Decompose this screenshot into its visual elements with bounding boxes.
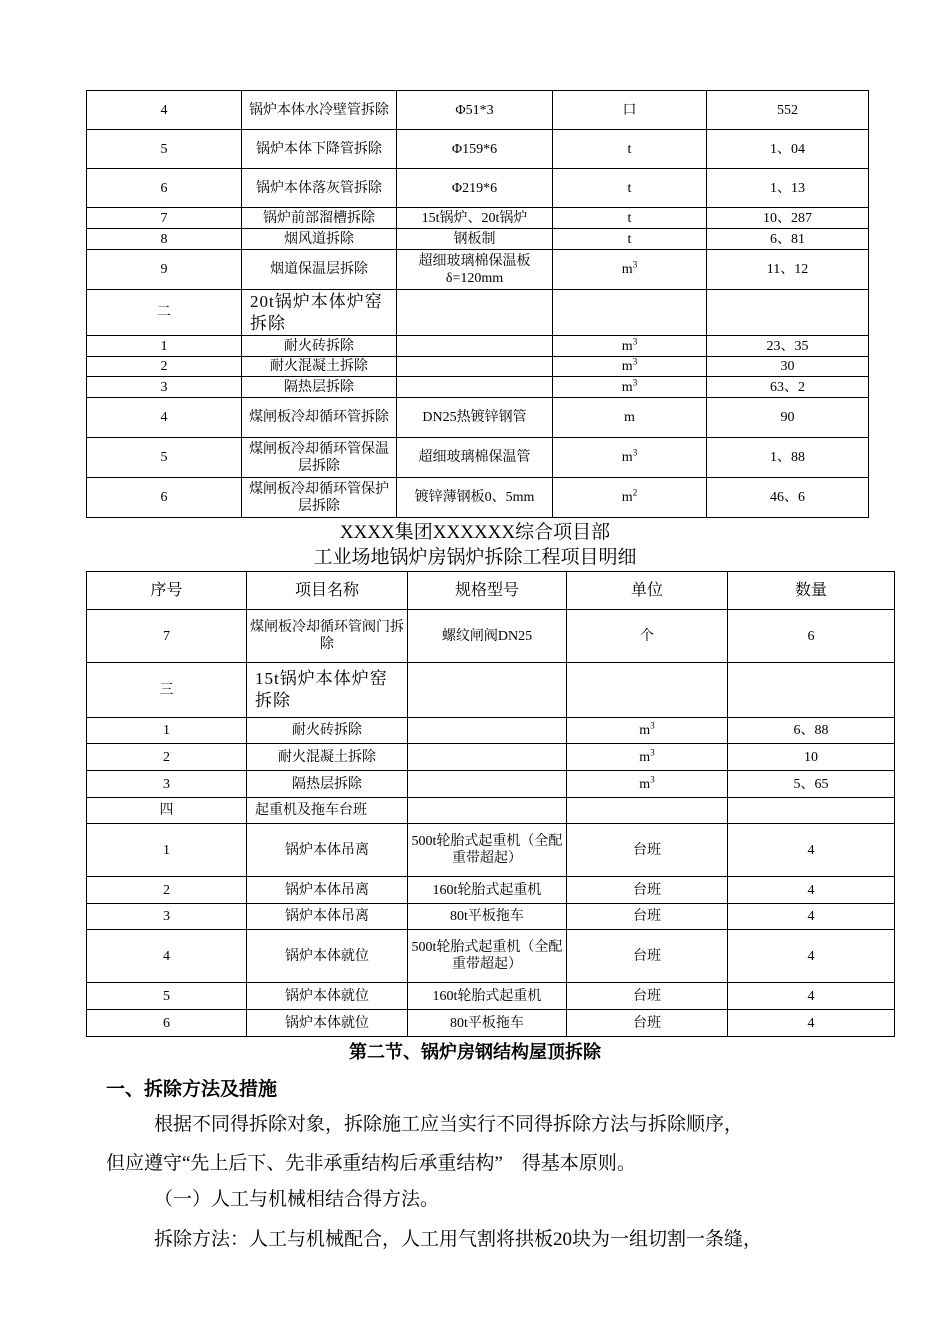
header-unit: 单位: [567, 572, 728, 610]
table-row: [87, 208, 869, 229]
cell-unit: [553, 357, 707, 377]
cell-spec: 160t轮胎式起重机: [408, 983, 567, 1010]
table-row: [87, 229, 869, 250]
cell-unit: t: [553, 169, 707, 208]
unit-base: m: [621, 262, 633, 277]
cell-spec: [397, 336, 553, 357]
cell-no: 四: [87, 798, 247, 824]
cell-no: 三: [87, 663, 247, 718]
cell-name: 煤闸板冷却循环管阀门拆除: [247, 610, 408, 663]
cell-name: 耐火砖拆除: [247, 718, 408, 744]
unit-base: m: [621, 359, 633, 374]
cell-qty: [728, 663, 895, 718]
cell-spec: 160t轮胎式起重机: [408, 877, 567, 904]
cell-qty: 4: [728, 1010, 895, 1037]
cell-unit: [553, 478, 707, 518]
cell-qty: 6: [728, 610, 895, 663]
cell-unit: [567, 744, 728, 771]
cell-no: 2: [87, 357, 242, 377]
unit-exponent: 3: [632, 447, 638, 458]
cell-qty: 4: [728, 877, 895, 904]
cell-no: 1: [87, 824, 247, 877]
cell-unit: 口: [553, 91, 707, 130]
unit-exponent: 3: [632, 259, 638, 270]
unit-base: m: [639, 776, 651, 792]
paragraph-line: 根据不同得拆除对象，拆除施工应当实行不同得拆除方法与拆除顺序，: [154, 1114, 744, 1135]
cell-spec: 钢板制: [397, 229, 553, 250]
heading-methods: 一、拆除方法及措施: [106, 1078, 278, 1100]
header-name: 项目名称: [247, 572, 408, 610]
cell-qty: 46、6: [707, 478, 869, 518]
unit-exponent: 3: [632, 356, 638, 367]
cell-spec: 500t轮胎式起重机（全配重带超起）: [408, 930, 567, 983]
cell-spec: 15t锅炉、20t锅炉: [397, 208, 553, 229]
cell-unit: [567, 771, 728, 798]
cell-no: 3: [87, 904, 247, 930]
cell-unit: 台班: [567, 983, 728, 1010]
cell-no: 7: [87, 610, 247, 663]
cell-name: 锅炉本体就位: [247, 983, 408, 1010]
cell-no: 1: [87, 718, 247, 744]
cell-name: 隔热层拆除: [242, 377, 397, 398]
table-row: [87, 130, 869, 169]
paragraph-line: 但应遵守“先上后下、先非承重结构后承重结构” 得基本原则。: [106, 1153, 636, 1174]
cell-spec: Φ51*3: [397, 91, 553, 130]
cell-no: 5: [87, 983, 247, 1010]
document-subtitle: 工业场地锅炉房锅炉拆除工程项目明细: [313, 547, 637, 568]
unit-base: m: [621, 379, 633, 395]
header-no: 序号: [87, 572, 247, 610]
cell-qty: 6、81: [707, 229, 869, 250]
cell-no: 5: [87, 130, 242, 169]
cell-spec: [408, 663, 567, 718]
cell-spec: 超细玻璃棉保温管: [397, 438, 553, 478]
cell-no: 5: [87, 438, 242, 478]
cell-qty: 4: [728, 983, 895, 1010]
cell-qty: 23、35: [707, 336, 869, 357]
cell-spec: DN25热镀锌钢管: [397, 398, 553, 438]
unit-base: m: [621, 450, 633, 465]
table-row: [87, 290, 869, 336]
header-spec: 规格型号: [408, 572, 567, 610]
cell-qty: 1、88: [707, 438, 869, 478]
cell-unit: 台班: [567, 1010, 728, 1037]
cell-unit: 台班: [567, 877, 728, 904]
cell-name: 锅炉前部溜槽拆除: [242, 208, 397, 229]
table-header-row: [87, 572, 895, 610]
cell-spec: Φ219*6: [397, 169, 553, 208]
cell-unit: t: [553, 130, 707, 169]
cell-name: 煤闸板冷却循环管保温层拆除: [242, 438, 397, 478]
cell-qty: 5、65: [728, 771, 895, 798]
cell-name: 锅炉本体吊离: [247, 824, 408, 877]
cell-qty: 552: [707, 91, 869, 130]
cell-qty: 6、88: [728, 718, 895, 744]
unit-base: m: [621, 490, 633, 505]
cell-spec: [408, 771, 567, 798]
cell-spec: 超细玻璃棉保温板δ=120mm: [397, 250, 553, 290]
cell-spec: [397, 290, 553, 336]
cell-qty: 4: [728, 824, 895, 877]
cell-name: 烟风道拆除: [242, 229, 397, 250]
cell-name: 煤闸板冷却循环管保护层拆除: [242, 478, 397, 518]
table-row: [87, 718, 895, 744]
cell-unit: [553, 250, 707, 290]
cell-spec: 螺纹闸阀DN25: [408, 610, 567, 663]
cell-no: 二: [87, 290, 242, 336]
cell-name: 锅炉本体吊离: [247, 877, 408, 904]
table-row: [87, 744, 895, 771]
unit-base: m: [639, 723, 651, 738]
table-lower: [86, 571, 895, 1037]
table-row: [87, 377, 869, 398]
cell-spec: [408, 798, 567, 824]
table-row: [87, 771, 895, 798]
cell-name: 耐火砖拆除: [242, 336, 397, 357]
cell-unit: t: [553, 229, 707, 250]
cell-qty: 30: [707, 357, 869, 377]
cell-spec: [408, 744, 567, 771]
cell-qty: 10: [728, 744, 895, 771]
document-title: XXXX集团XXXXXX综合项目部: [339, 522, 611, 543]
table-row: [87, 610, 895, 663]
cell-name: 起重机及拖车台班: [247, 798, 408, 824]
cell-no: 6: [87, 169, 242, 208]
cell-unit: [553, 336, 707, 357]
cell-name: 耐火混凝土拆除: [242, 357, 397, 377]
table-row: [87, 663, 895, 718]
cell-qty: 1、04: [707, 130, 869, 169]
unit-exponent: 3: [650, 773, 655, 784]
unit-exponent: 3: [632, 376, 638, 387]
paragraph-line: （一）人工与机械相结合得方法。: [154, 1189, 440, 1210]
cell-unit: [567, 663, 728, 718]
cell-spec: 500t轮胎式起重机（全配重带超起）: [408, 824, 567, 877]
cell-qty: 1、13: [707, 169, 869, 208]
cell-no: 4: [87, 398, 242, 438]
cell-qty: 11、12: [707, 250, 869, 290]
cell-no: 4: [87, 930, 247, 983]
cell-no: 1: [87, 336, 242, 357]
cell-name: 20t锅炉本体炉窑拆除: [242, 290, 397, 336]
cell-name: 锅炉本体就位: [247, 930, 408, 983]
table-row: [87, 904, 895, 930]
cell-spec: 镀锌薄钢板0、5mm: [397, 478, 553, 518]
cell-unit: [567, 718, 728, 744]
table-row: [87, 357, 869, 377]
cell-unit: 台班: [567, 904, 728, 930]
cell-spec: 80t平板拖车: [408, 1010, 567, 1037]
cell-no: 3: [87, 771, 247, 798]
cell-unit: [553, 438, 707, 478]
cell-unit: [553, 377, 707, 398]
cell-no: 3: [87, 377, 242, 398]
cell-name: 锅炉本体落灰管拆除: [242, 169, 397, 208]
cell-name: 锅炉本体下降管拆除: [242, 130, 397, 169]
cell-no: 6: [87, 478, 242, 518]
table-row: [87, 169, 869, 208]
table-row: [87, 824, 895, 877]
table-row: [87, 250, 869, 290]
cell-unit: 台班: [567, 930, 728, 983]
cell-qty: 4: [728, 904, 895, 930]
cell-unit: 台班: [567, 824, 728, 877]
cell-no: 4: [87, 91, 242, 130]
cell-name: 锅炉本体水冷壁管拆除: [242, 91, 397, 130]
cell-name: 锅炉本体吊离: [247, 904, 408, 930]
table-row: [87, 983, 895, 1010]
unit-exponent: 3: [650, 720, 655, 731]
table-row: [87, 798, 895, 824]
table-row: [87, 438, 869, 478]
cell-unit: [567, 798, 728, 824]
cell-no: 7: [87, 208, 242, 229]
cell-qty: 63、2: [707, 377, 869, 398]
cell-no: 8: [87, 229, 242, 250]
cell-no: 2: [87, 744, 247, 771]
cell-unit: [553, 290, 707, 336]
cell-qty: [728, 798, 895, 824]
cell-no: 9: [87, 250, 242, 290]
section-title: 第二节、锅炉房钢结构屋顶拆除: [349, 1042, 601, 1063]
cell-unit: 个: [567, 610, 728, 663]
cell-spec: [397, 377, 553, 398]
cell-name: 煤闸板冷却循环管拆除: [242, 398, 397, 438]
table-row: [87, 398, 869, 438]
table-row: [87, 91, 869, 130]
unit-base: m: [621, 338, 633, 354]
cell-spec: [397, 357, 553, 377]
cell-unit: t: [553, 208, 707, 229]
cell-no: 6: [87, 1010, 247, 1037]
header-qty: 数量: [728, 572, 895, 610]
table-row: [87, 1010, 895, 1037]
cell-name: 锅炉本体就位: [247, 1010, 408, 1037]
cell-name: 15t锅炉本体炉窑拆除: [247, 663, 408, 718]
cell-qty: [707, 290, 869, 336]
unit-exponent: 2: [632, 487, 638, 498]
cell-name: 烟道保温层拆除: [242, 250, 397, 290]
unit-exponent: 3: [632, 335, 638, 346]
cell-unit: m: [553, 398, 707, 438]
cell-qty: 10、287: [707, 208, 869, 229]
cell-qty: 90: [707, 398, 869, 438]
table-row: [87, 336, 869, 357]
cell-name: 隔热层拆除: [247, 771, 408, 798]
unit-exponent: 3: [650, 746, 655, 757]
cell-name: 耐火混凝土拆除: [247, 744, 408, 771]
cell-spec: Φ159*6: [397, 130, 553, 169]
cell-spec: [408, 718, 567, 744]
paragraph-line: 拆除方法：人工与机械配合，人工用气割将拱板20块为一组切割一条缝，: [154, 1229, 763, 1250]
cell-qty: 4: [728, 930, 895, 983]
table-upper: [86, 90, 869, 518]
cell-no: 2: [87, 877, 247, 904]
unit-base: m: [639, 749, 651, 765]
table-row: [87, 478, 869, 518]
cell-spec: 80t平板拖车: [408, 904, 567, 930]
table-row: [87, 877, 895, 904]
table-row: [87, 930, 895, 983]
